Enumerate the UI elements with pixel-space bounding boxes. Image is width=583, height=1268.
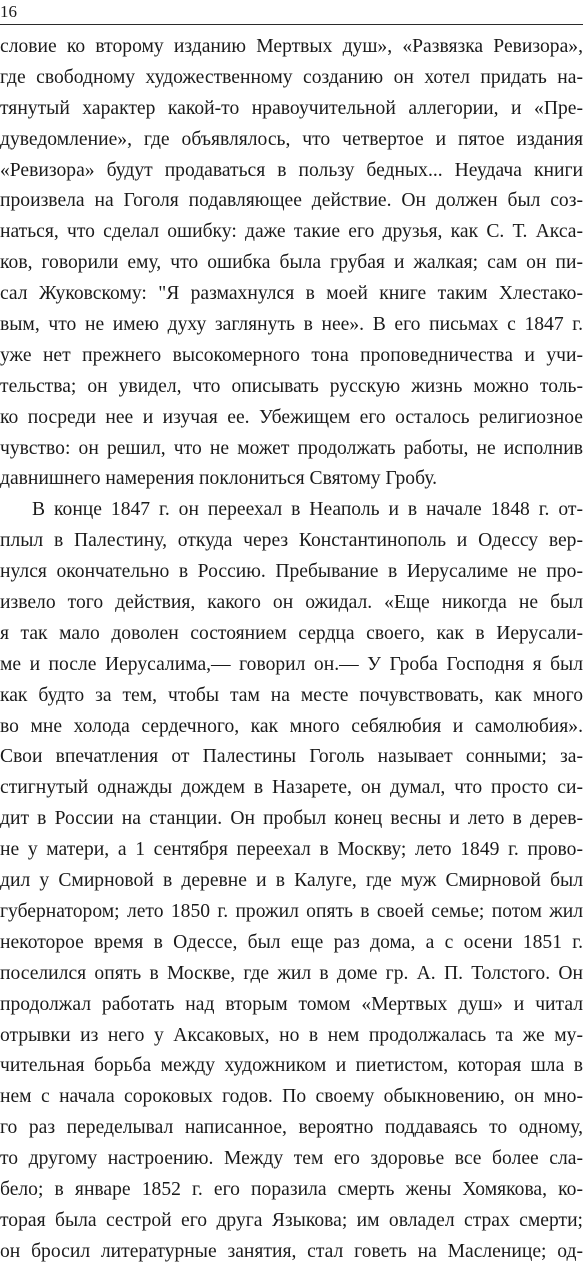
text-line: стигнутый однажды дождем в Назарете, он думал, что просто си- — [0, 777, 583, 799]
body-text — [0, 32, 583, 1268]
text-line: «Ревизора» будут продаваться в пользу бедных... Неудача книги — [0, 159, 583, 181]
paragraph — [0, 495, 583, 1267]
text-line: вым, что не имею духу заглянуть в нее». В его письмах с 1847 г. — [0, 314, 583, 336]
text-line: бело; в январе 1852 г. его поразила смерть жены Хомякова, ко- — [0, 1178, 583, 1200]
text-line: давнишнего намерения поклониться Святому Гробу. — [0, 468, 438, 490]
text-line: продолжал работать над вторым томом «Мертвых душ» и читал — [0, 993, 583, 1015]
text-line: дит в России на станции. Он пробыл конец весны и лето в дерев- — [0, 808, 583, 830]
text-line: дуведомление», где объявлялось, что четвертое и пятое издания — [0, 128, 583, 150]
text-line: извело того действия, какого он ожидал. «Еще никогда не был — [0, 592, 583, 614]
paragraph — [0, 32, 583, 495]
text-line: тельства; он увидел, что описывать русскую жизнь можно толь- — [0, 375, 583, 397]
text-line: поселился опять в Москве, где жил в доме гр. А. П. Толстого. Он — [0, 962, 583, 984]
text-line: произвела на Гоголя подавляющее действие. Он должен был соз- — [0, 190, 583, 212]
text-line: где свободному художественному созданию он хотел придать на- — [0, 66, 583, 88]
text-line: тянутый характер какой-то нравоучительной аллегории, и «Пре- — [0, 97, 583, 119]
text-line: торая была сестрой его друга Языкова; им овладел страх смерти; — [0, 1209, 583, 1231]
text-line: во мне холода сердечного, как много себялюбия и самолюбия». — [0, 715, 583, 737]
text-line: некоторое время в Одессе, был еще раз дома, а с осени 1851 г. — [0, 931, 583, 953]
text-line: я так мало доволен состоянием сердца своего, как в Иерусали- — [0, 622, 583, 644]
text-line: нулся окончательно в Россию. Пребывание в Иерусалиме не про- — [0, 561, 583, 583]
text-line: сал Жуковскому: "Я размахнулся в моей книге таким Хлестако- — [0, 283, 583, 305]
text-line: го раз переделывал написанное, вероятно поддаваясь то одному, — [0, 1117, 583, 1139]
text-line: то другому настроению. Между тем его здоровье все более сла- — [0, 1148, 583, 1170]
text-line: губернатором; лето 1850 г. прожил опять в своей семье; потом жил — [0, 900, 583, 922]
text-line: ме и после Иерусалима,— говорил он.— У Гроба Господня я был — [0, 653, 583, 675]
text-line: ко посреди нее и изучая ее. Убежищем его осталось религиозное — [0, 406, 583, 428]
text-line: дил у Смирновой в деревне и в Калуге, где муж Смирновой был — [0, 870, 583, 892]
text-line: чувство: он решил, что не может продолжать работы, не исполнив — [0, 437, 583, 459]
header-rule — [0, 24, 583, 25]
text-line: ков, говорили ему, что ошибка была грубая и жалкая; сам он пи- — [0, 252, 583, 274]
text-line: нем с начала сороковых годов. По своему обыкновению, он мно- — [0, 1086, 583, 1108]
text-line: наться, что сделал ошибку: даже такие его друзья, как С. Т. Акса- — [0, 221, 583, 243]
text-line: В конце 1847 г. он переехал в Неаполь и в начале 1848 г. от- — [32, 499, 583, 521]
text-line: Свои впечатления от Палестины Гоголь называет сонными; за- — [0, 746, 583, 768]
text-line: не у матери, а 1 сентября переехал в Москву; лето 1849 г. прово- — [0, 839, 583, 861]
text-line: чительная борьба между художником и пиетистом, которая шла в — [0, 1055, 583, 1077]
text-line: плыл в Палестину, откуда через Константинополь и Одессу вер- — [0, 530, 583, 552]
page-number: 16 — [0, 2, 17, 21]
text-line: уже нет прежнего высокомерного тона проповедничества и учи- — [0, 344, 583, 366]
text-line: как будто за тем, чтобы там на месте почувствовать, как много — [0, 684, 583, 706]
text-line: словие ко второму изданию Мертвых душ», «Развязка Ревизора», — [0, 36, 583, 57]
text-line: отрывки из него у Аксаковых, но в нем продолжалась та же му- — [0, 1024, 583, 1046]
text-line: он бросил литературные занятия, стал говеть на Масленице; од- — [0, 1240, 583, 1262]
